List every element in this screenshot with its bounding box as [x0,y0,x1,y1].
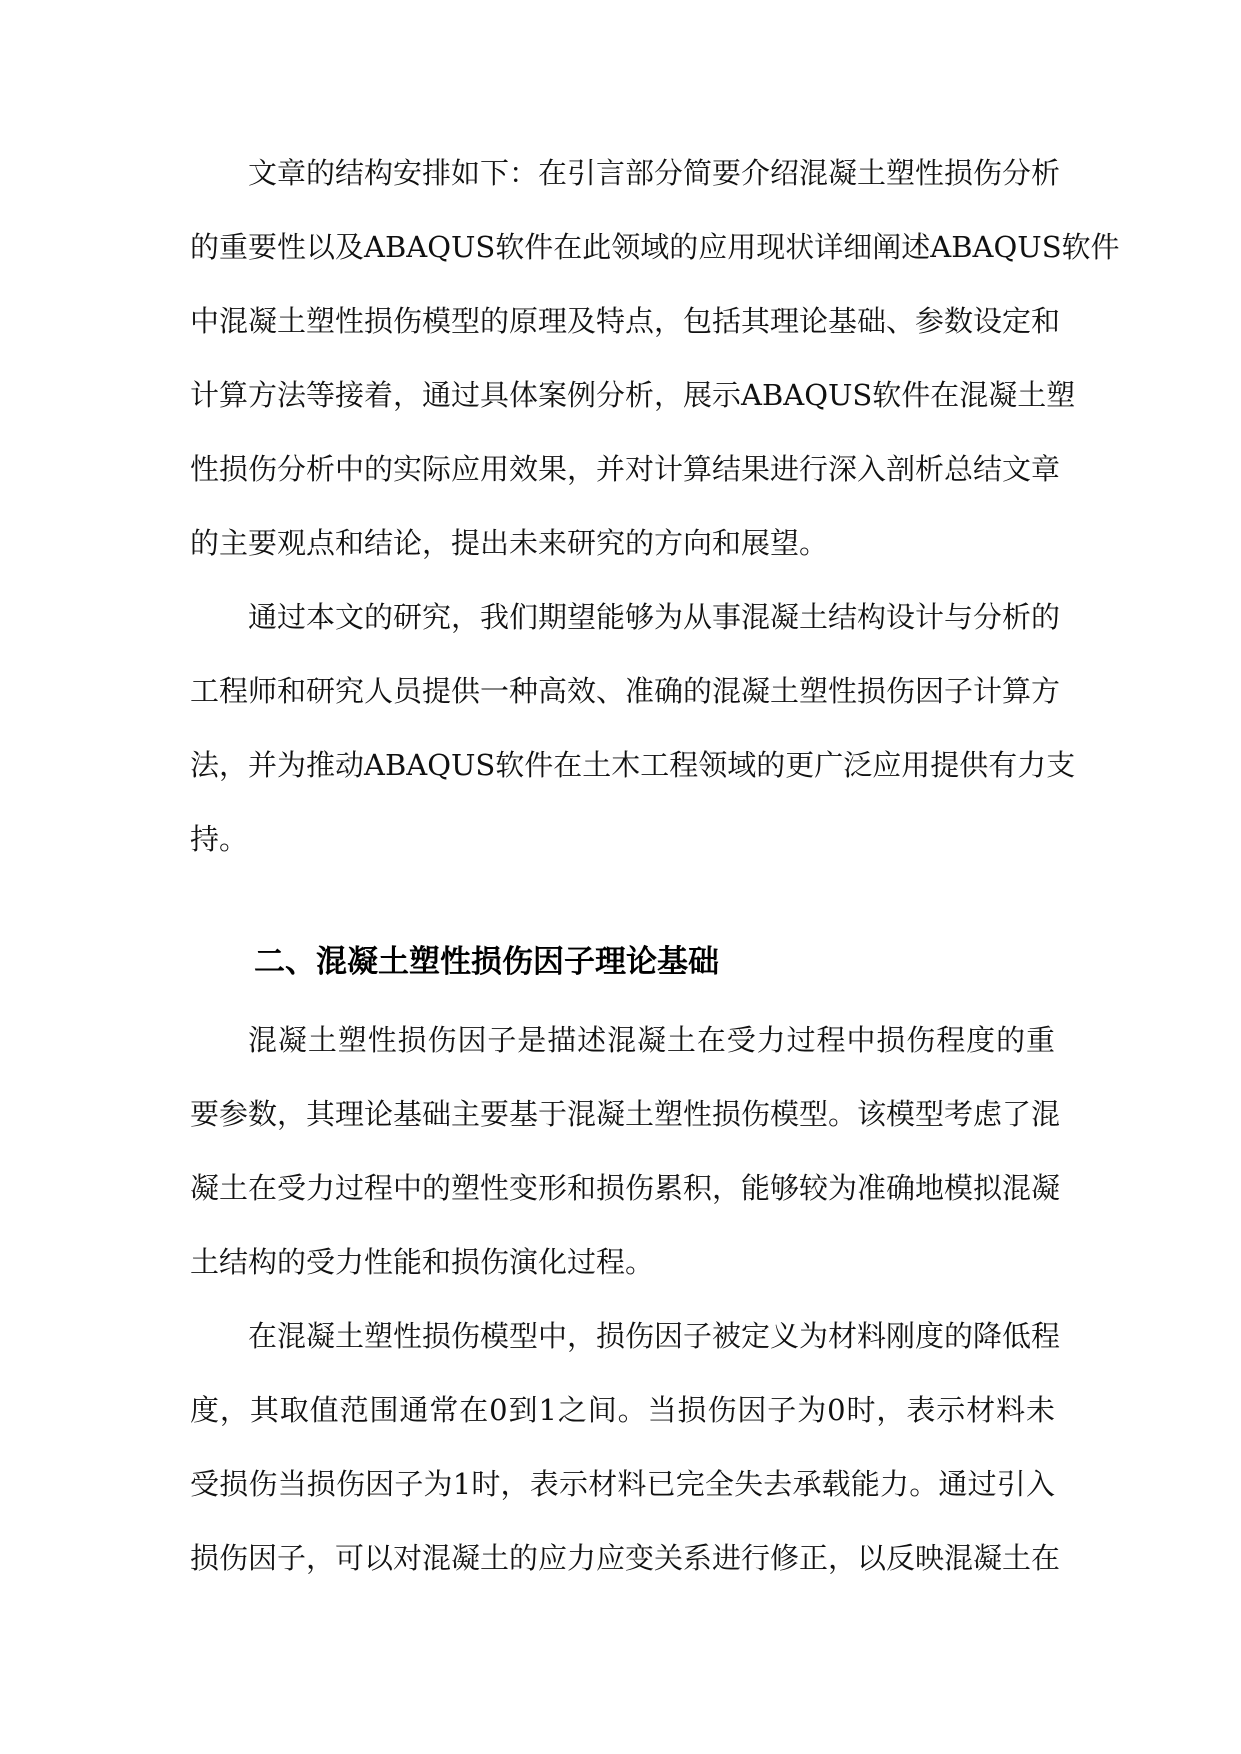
paragraph-1-line-2: 的重要性以及ABAQUS软件在此领域的应用现状详细阐述ABAQUS软件 [190,230,1120,264]
section-paragraph-2-line-2: 度，其取值范围通常在0到1之间。当损伤因子为0时，表示材料未 [190,1393,1055,1427]
paragraph-1-line-5: 性损伤分析中的实际应用效果，并对计算结果进行深入剖析总结文章 [190,452,1061,486]
paragraph-2-line-4: 持。 [190,822,249,856]
section-paragraph-2-line-3: 受损伤当损伤因子为1时，表示材料已完全失去承载能力。通过引入 [190,1467,1055,1501]
section-paragraph-1-line-1: 混凝土塑性损伤因子是描述混凝土在受力过程中损伤程度的重 [248,1023,1055,1057]
section-paragraph-2-line-4: 损伤因子，可以对混凝土的应力应变关系进行修正，以反映混凝土在 [190,1541,1061,1575]
section-paragraph-1-line-2: 要参数，其理论基础主要基于混凝土塑性损伤模型。该模型考虑了混 [190,1097,1061,1131]
paragraph-1-line-6: 的主要观点和结论，提出未来研究的方向和展望。 [190,526,829,560]
paragraph-1-line-1: 文章的结构安排如下：在引言部分简要介绍混凝土塑性损伤分析 [248,156,1061,190]
paragraph-2-line-3: 法，并为推动ABAQUS软件在土木工程领域的更广泛应用提供有力支 [190,748,1076,782]
paragraph-2-line-2: 工程师和研究人员提供一种高效、准确的混凝土塑性损伤因子计算方 [190,674,1061,708]
section-paragraph-1-line-3: 凝土在受力过程中的塑性变形和损伤累积，能够较为准确地模拟混凝 [190,1171,1061,1205]
section-heading: 二、混凝土塑性损伤因子理论基础 [254,944,719,980]
section-paragraph-1-line-4: 土结构的受力性能和损伤演化过程。 [190,1245,655,1279]
paragraph-2-line-1: 通过本文的研究，我们期望能够为从事混凝土结构设计与分析的 [248,600,1061,634]
section-paragraph-2-line-1: 在混凝土塑性损伤模型中，损伤因子被定义为材料刚度的降低程 [248,1319,1061,1353]
paragraph-1-line-4: 计算方法等接着，通过具体案例分析，展示ABAQUS软件在混凝土塑 [190,378,1076,412]
paragraph-1-line-3: 中混凝土塑性损伤模型的原理及特点，包括其理论基础、参数设定和 [190,304,1061,338]
